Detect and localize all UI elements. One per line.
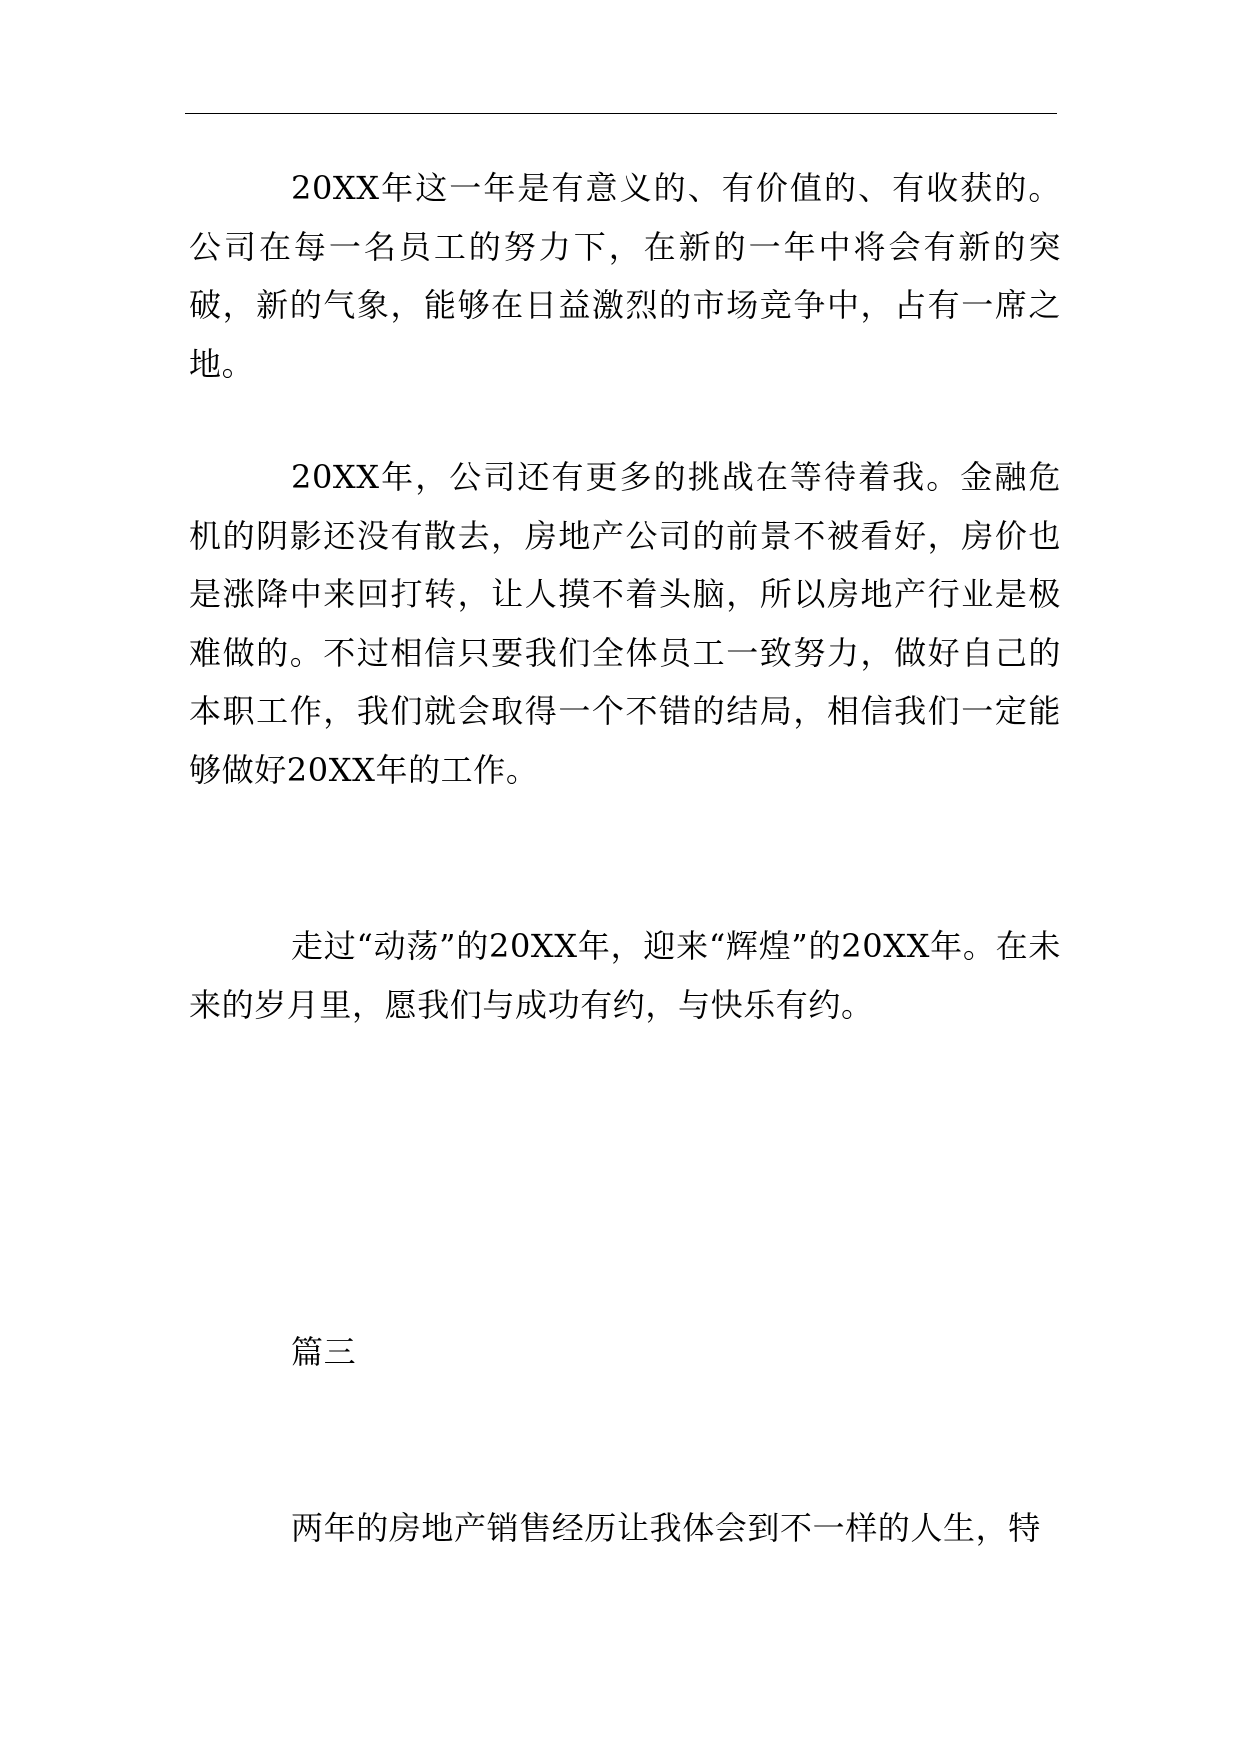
paragraph-1: 20XX年这一年是有意义的、有价值的、有收获的。公司在每一名员工的努力下，在新的一年中将会有新的突破，新的气象，能够在日益激烈的市场竞争中，占有一席之地。: [189, 169, 1061, 383]
header-rule: [185, 113, 1057, 114]
paragraph-3: 走过“动荡”的20XX年，迎来“辉煌”的20XX年。在未来的岁月里，愿我们与成功有约，与快乐有约。: [189, 927, 1061, 1024]
paragraph-4: 两年的房地产销售经历让我体会到不一样的人生，特: [291, 1509, 1041, 1547]
section-heading: 篇三: [291, 1333, 357, 1371]
paragraph-2: 20XX年，公司还有更多的挑战在等待着我。金融危机的阴影还没有散去，房地产公司的前景不被看好，房价也是涨降中来回打转，让人摸不着头脑，所以房地产行业是极难做的。不过相信只要我们全体员工一致努力，做好自己的本职工作，我们就会取得一个不错的结局，相信我们一定能够做好20XX年的工作。: [189, 458, 1061, 789]
